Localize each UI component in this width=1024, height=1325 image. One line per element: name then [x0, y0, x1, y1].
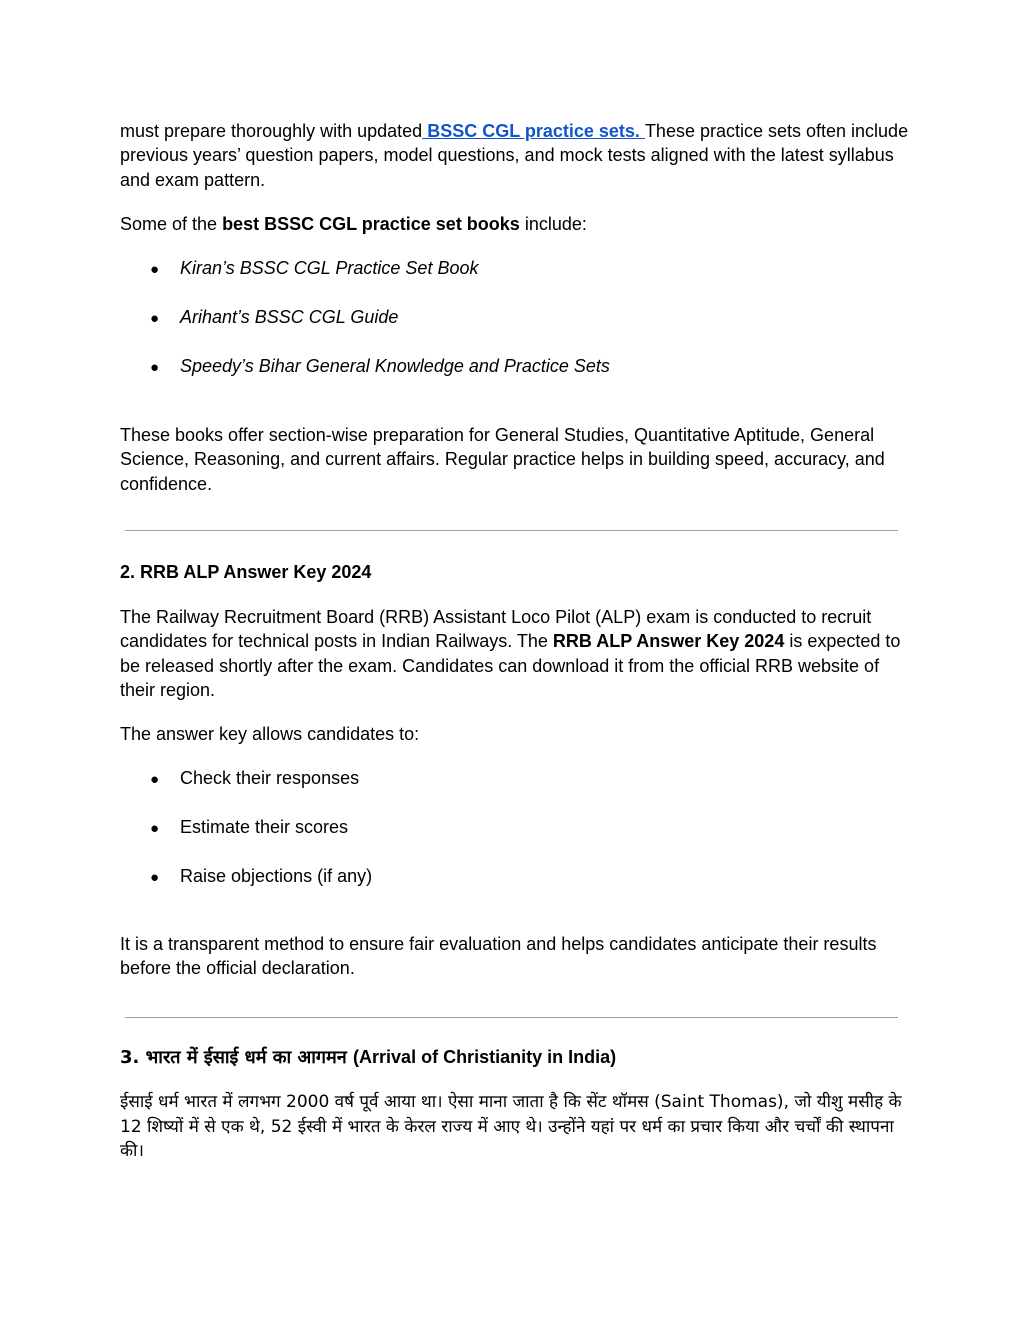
section-3-heading-hindi: 3. भारत में ईसाई धर्म का आगमन: [120, 1047, 354, 1068]
book-title: Arihant’s BSSC CGL Guide: [180, 307, 399, 327]
section-3-heading-english: (Arrival of Christianity in India): [353, 1047, 617, 1067]
bullet-icon: ●: [150, 820, 160, 837]
section-2-text-prefix: The Railway Recruitment Board (RRB) Assistant Loco Pilot (ALP) exam is conducted to recruit candidates for technical posts in Indian Railways. The: [120, 607, 872, 652]
section-2-text-suffix: is expected to be released shortly after the exam. Candidates can download it from the official RRB website of their region.: [120, 631, 901, 700]
list-item: [150, 305, 398, 331]
bullet-icon: ●: [150, 771, 160, 788]
list-item-text: Estimate their scores: [180, 817, 349, 837]
list-item: [150, 354, 610, 380]
section-2-heading: 2. RRB ALP Answer Key 2024: [120, 562, 372, 582]
section-2-text-bold: RRB ALP Answer Key 2024: [552, 631, 785, 652]
book-title: Kiran’s BSSC CGL Practice Set Book: [180, 258, 479, 278]
bullet-icon: ●: [150, 869, 160, 886]
bullet-icon: ●: [150, 310, 160, 327]
books-intro-paragraph: [120, 212, 910, 236]
intro-text-suffix: These practice sets often include previous years’ question papers, model questions, and mock tests aligned with the latest syllabus and exam pattern.: [120, 121, 909, 190]
list-item-text: Check their responses: [180, 768, 360, 788]
books-intro-suffix: include:: [519, 214, 587, 234]
section-2-paragraph: [120, 605, 910, 702]
section-3-paragraph: ईसाई धर्म भारत में लगभग 2000 वर्ष पूर्व आया था। ऐसा माना जाता है कि सेंट थॉमस (Saint Thomas), जो यीशु मसीह के 12 शिष्यों में से एक थे, 52 ईस्वी में भारत के केरल राज्य में आए थे। उन्होंने यहां पर धर्म का प्रचार किया और चर्चों की स्थापना की।: [120, 1092, 902, 1161]
intro-paragraph: [120, 119, 910, 192]
section-3-heading: [120, 1045, 616, 1070]
list-item: [150, 256, 478, 282]
bssc-cgl-practice-sets-link[interactable]: BSSC CGL practice sets.: [422, 121, 645, 141]
books-intro-prefix: Some of the: [120, 214, 223, 234]
list-item-text: Raise objections (if any): [180, 866, 373, 886]
books-summary-paragraph: These books offer section-wise preparation for General Studies, Quantitative Aptitude, General Science, Reasoning, and current affairs. Regular practice helps in building speed, accuracy, and confidence.: [120, 425, 885, 494]
intro-text-prefix: must prepare thoroughly with updated: [120, 121, 423, 141]
list-item: [150, 864, 372, 890]
list-item: [150, 766, 359, 792]
list-item: [150, 815, 348, 841]
section-divider: [125, 530, 898, 531]
bullet-icon: ●: [150, 261, 160, 278]
section-2-closing-paragraph: It is a transparent method to ensure fair evaluation and helps candidates anticipate their results before the official declaration.: [120, 934, 877, 979]
answer-key-intro: The answer key allows candidates to:: [120, 724, 420, 744]
section-divider: [125, 1017, 898, 1018]
bullet-icon: ●: [150, 359, 160, 376]
book-title: Speedy’s Bihar General Knowledge and Practice Sets: [180, 356, 610, 376]
books-intro-bold: best BSSC CGL practice set books: [222, 214, 520, 234]
